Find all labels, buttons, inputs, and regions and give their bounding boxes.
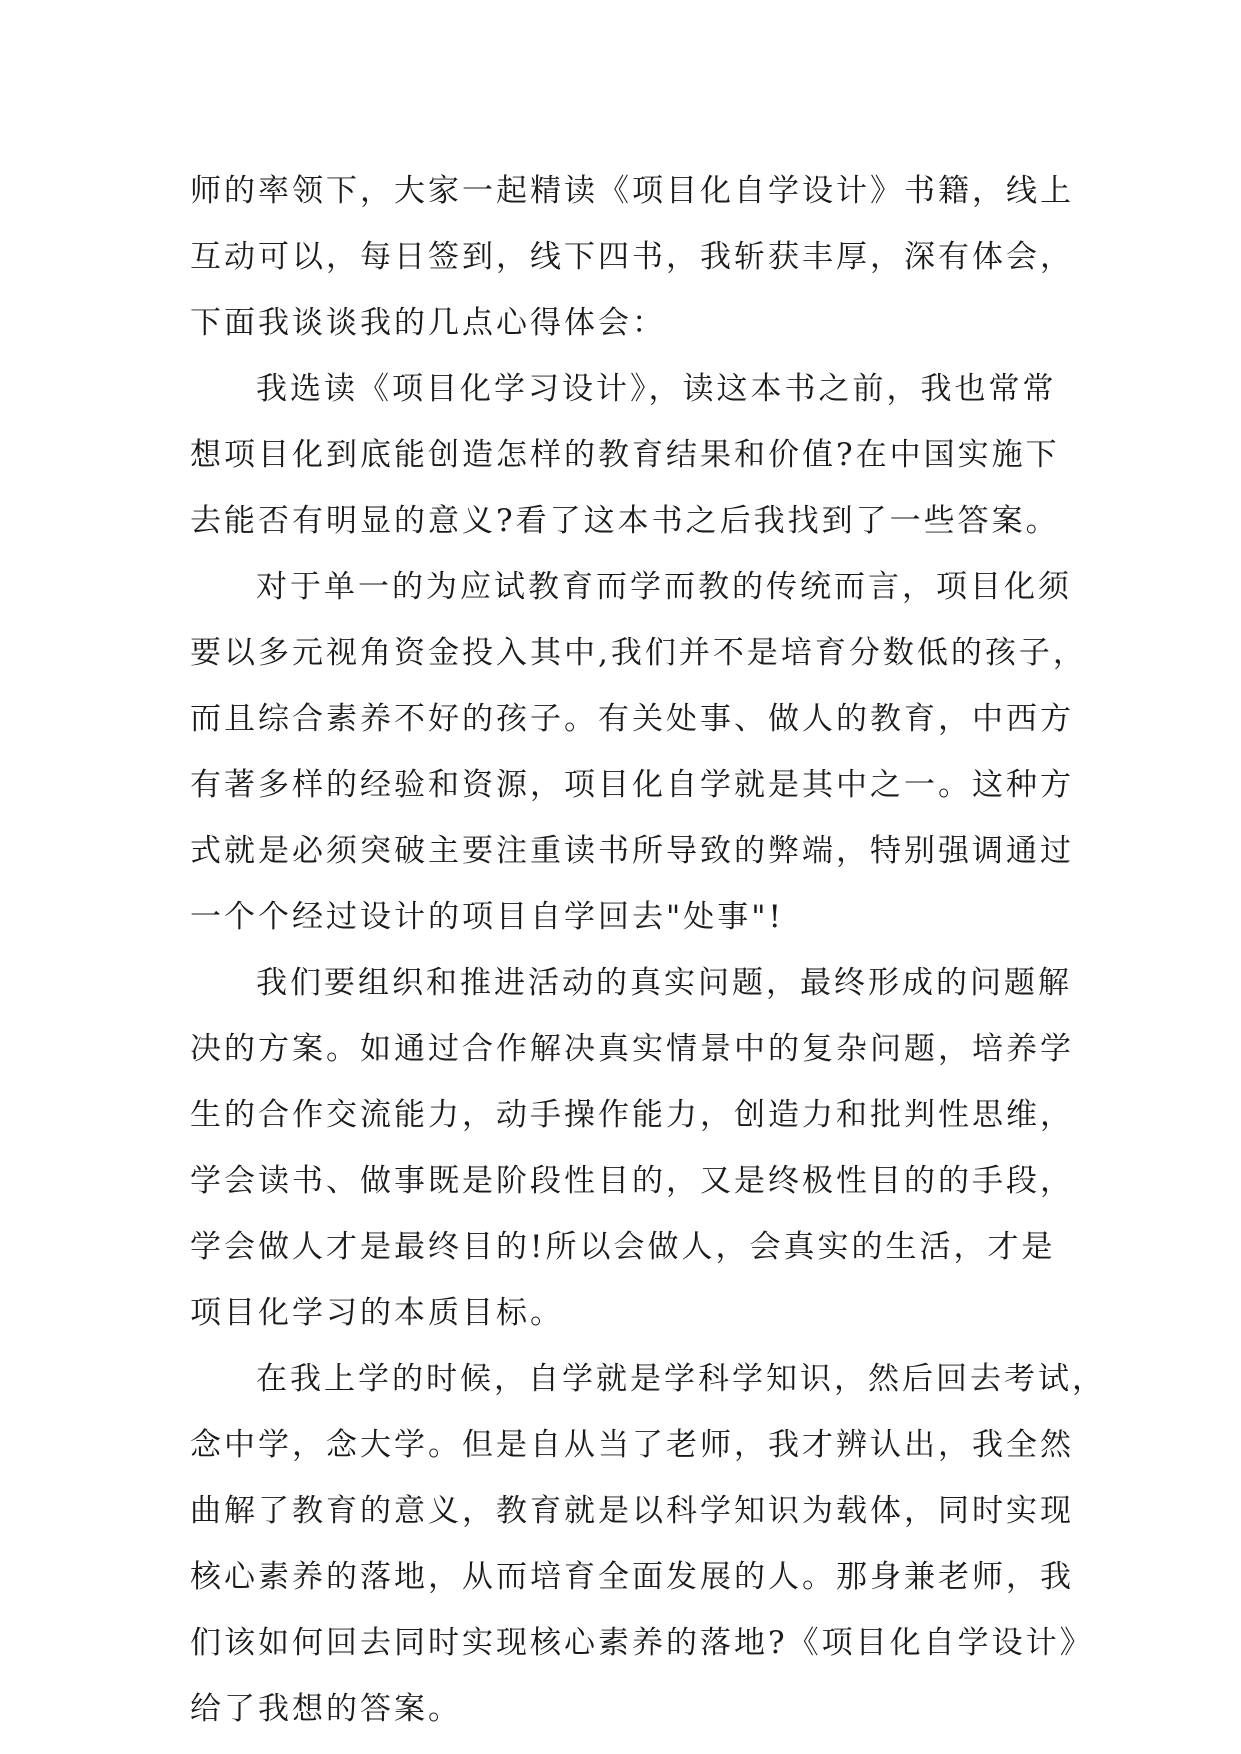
text-line: 学会做人才是最终目的!所以会做人，会真实的生活，才是: [190, 1229, 1056, 1265]
paragraph-3: [190, 554, 1087, 950]
text-line: 曲解了教育的意义，教育就是以科学知识为载体，同时实现: [190, 1493, 1074, 1529]
text-line: 一个个经过设计的项目自学回去"处事"!: [190, 899, 784, 935]
text-line: 互动可以，每日签到，线下四书，我斩获丰厚，深有体会，: [190, 239, 1074, 275]
text-line: 式就是必须突破主要注重读书所导致的弊端，特别强调通过: [190, 833, 1074, 869]
text-line: 师的率领下，大家一起精读《项目化自学设计》书籍，线上: [190, 173, 1074, 209]
text-line: 念中学，念大学。但是自从当了老师，我才辨认出，我全然: [190, 1427, 1074, 1463]
text-line: 项目化学习的本质目标。: [190, 1295, 564, 1331]
text-line: 核心素养的落地，从而培育全面发展的人。那身兼老师，我: [190, 1559, 1074, 1595]
paragraph-2: [190, 356, 1070, 554]
text-line: 有著多样的经验和资源，项目化自学就是其中之一。这种方: [190, 767, 1074, 803]
text-line: 给了我想的答案。: [190, 1691, 462, 1727]
text-line: 学会读书、做事既是阶段性目的，又是终极性目的的手段，: [190, 1163, 1074, 1199]
paragraph-4: [190, 950, 1074, 1346]
paragraph-1: [190, 158, 1074, 356]
text-line: 我们要组织和推进活动的真实问题，最终形成的问题解: [256, 965, 1072, 1001]
text-line: 们该如何回去同时实现核心素养的落地?《项目化自学设计》: [190, 1625, 1094, 1661]
paragraph-5: [190, 1346, 1106, 1742]
text-line: 决的方案。如通过合作解决真实情景中的复杂问题，培养学: [190, 1031, 1074, 1067]
text-line: 我选读《项目化学习设计》，读这本书之前，我也常常: [256, 371, 1057, 407]
text-line: 去能否有明显的意义?看了这本书之后我找到了一些答案。: [190, 503, 1060, 539]
text-line: 在我上学的时候，自学就是学科学知识，然后回去考试，: [256, 1361, 1106, 1397]
text-line: 对于单一的为应试教育而学而教的传统而言，项目化须: [256, 569, 1072, 605]
text-line: 下面我谈谈我的几点心得体会：: [190, 305, 666, 341]
document-body: [190, 158, 1106, 1742]
text-line: 而且综合素养不好的孩子。有关处事、做人的教育，中西方: [190, 701, 1074, 737]
text-line: 想项目化到底能创造怎样的教育结果和价值?在中国实施下: [190, 437, 1060, 473]
text-line: 要以多元视角资金投入其中,我们并不是培育分数低的孩子，: [190, 635, 1087, 671]
text-line: 生的合作交流能力，动手操作能力，创造力和批判性思维，: [190, 1097, 1074, 1133]
